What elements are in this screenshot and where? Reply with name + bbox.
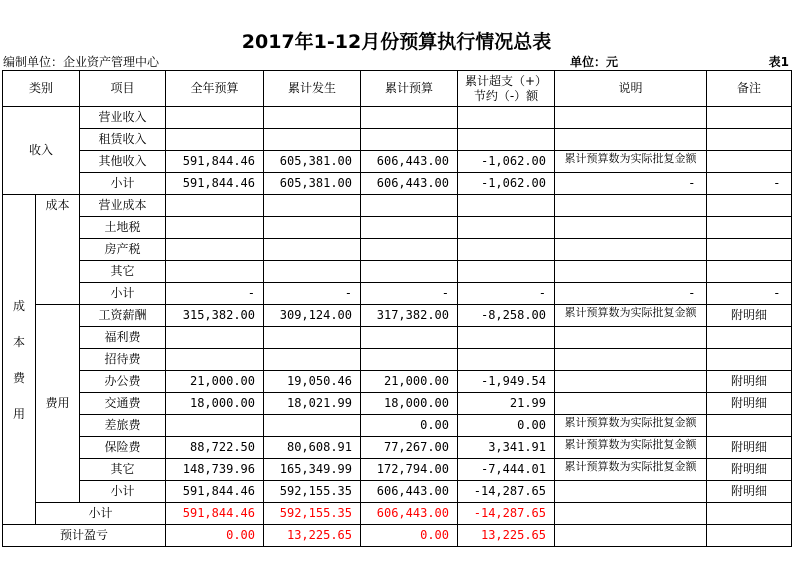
cell-diff: -8,258.00: [458, 305, 555, 327]
cell-diff: -1,949.54: [458, 371, 555, 393]
cell-cumulative: 18,000.00: [361, 393, 458, 415]
cell-cumulative: 0.00: [361, 415, 458, 437]
cost-total-label: 小计: [36, 503, 166, 525]
table-row: [3, 481, 792, 503]
header-diff-line1: 累计超支（+）: [464, 73, 548, 88]
cell-cumulative: -: [361, 283, 458, 305]
table-row: [3, 283, 792, 305]
cell-remark: [707, 327, 792, 349]
table-row: [3, 371, 792, 393]
cell-actual: 605,381.00: [264, 173, 361, 195]
cell-note: [555, 371, 707, 393]
cell-annual: [166, 349, 264, 371]
cell-cumulative: 0.00: [361, 525, 458, 547]
cell-actual: 605,381.00: [264, 151, 361, 173]
cell-note: -: [555, 283, 707, 305]
cell-diff: -14,287.65: [458, 503, 555, 525]
cell-remark: [707, 525, 792, 547]
group-income: 收入: [3, 107, 80, 195]
row-item: 租赁收入: [80, 129, 166, 151]
row-item: 福利费: [80, 327, 166, 349]
table-row: [3, 415, 792, 437]
table-row: [3, 173, 792, 195]
group-expense: 费用: [36, 305, 80, 503]
cell-diff: [458, 327, 555, 349]
header-remark: 备注: [707, 71, 792, 107]
cell-annual: [166, 195, 264, 217]
row-item: 工资薪酬: [80, 305, 166, 327]
cell-annual: 591,844.46: [166, 173, 264, 195]
cell-annual: 148,739.96: [166, 459, 264, 481]
cell-note: [555, 239, 707, 261]
profit-label: 预计盈亏: [3, 525, 166, 547]
row-item: 保险费: [80, 437, 166, 459]
cell-annual: [166, 239, 264, 261]
cell-actual: [264, 239, 361, 261]
cell-note: [555, 525, 707, 547]
cell-note: [555, 393, 707, 415]
cell-remark: 附明细: [707, 305, 792, 327]
cell-diff: [458, 217, 555, 239]
cell-actual: 19,050.46: [264, 371, 361, 393]
group-cost-expense-char: 费: [12, 370, 25, 385]
cell-actual: 18,021.99: [264, 393, 361, 415]
cell-remark: [707, 129, 792, 151]
row-item: 营业收入: [80, 107, 166, 129]
group-cost-expense-char: 成: [12, 298, 25, 313]
table-row: [3, 217, 792, 239]
row-item: 小计: [80, 481, 166, 503]
row-item: 招待费: [80, 349, 166, 371]
cell-diff: 13,225.65: [458, 525, 555, 547]
cell-actual: 80,608.91: [264, 437, 361, 459]
cell-annual: 591,844.46: [166, 503, 264, 525]
header-annual: 全年预算: [166, 71, 264, 107]
cell-note: [555, 261, 707, 283]
cell-cumulative: [361, 239, 458, 261]
cell-diff: 0.00: [458, 415, 555, 437]
cell-remark: 附明细: [707, 437, 792, 459]
cell-note: 累计预算数为实际批复金额: [555, 437, 707, 459]
table-row: [3, 459, 792, 481]
cell-cumulative: [361, 107, 458, 129]
cell-remark: 附明细: [707, 459, 792, 481]
cell-cumulative: 21,000.00: [361, 371, 458, 393]
cell-annual: [166, 415, 264, 437]
cell-remark: [707, 239, 792, 261]
cell-annual: 88,722.50: [166, 437, 264, 459]
header-diff: [458, 71, 555, 107]
cell-remark: [707, 151, 792, 173]
cell-actual: 592,155.35: [264, 481, 361, 503]
cell-actual: 165,349.99: [264, 459, 361, 481]
cell-diff: -7,444.01: [458, 459, 555, 481]
cell-remark: [707, 261, 792, 283]
cell-remark: 附明细: [707, 481, 792, 503]
cell-remark: 附明细: [707, 371, 792, 393]
cell-note: [555, 195, 707, 217]
cell-annual: 315,382.00: [166, 305, 264, 327]
cell-remark: 附明细: [707, 393, 792, 415]
group-cost-expense-char: 本: [12, 334, 25, 349]
cell-note: 累计预算数为实际批复金额: [555, 305, 707, 327]
table-row: [3, 393, 792, 415]
table-row: [3, 261, 792, 283]
cell-diff: [458, 195, 555, 217]
cell-note: [555, 349, 707, 371]
cell-actual: 309,124.00: [264, 305, 361, 327]
cell-cumulative: 606,443.00: [361, 173, 458, 195]
cell-note: [555, 217, 707, 239]
row-item: 其它: [80, 261, 166, 283]
cell-diff: -: [458, 283, 555, 305]
table-row: [3, 437, 792, 459]
header-diff-line2: 节约（-）额: [473, 88, 539, 103]
cell-diff: -1,062.00: [458, 173, 555, 195]
cell-cumulative: [361, 261, 458, 283]
cell-annual: 591,844.46: [166, 151, 264, 173]
cell-annual: [166, 327, 264, 349]
cell-diff: -14,287.65: [458, 481, 555, 503]
cell-note: [555, 327, 707, 349]
cell-note: [555, 129, 707, 151]
cell-remark: [707, 349, 792, 371]
row-item: 交通费: [80, 393, 166, 415]
org-label: 编制单位：企业资产管理中心: [3, 55, 160, 69]
table-row: [3, 129, 792, 151]
cell-annual: [166, 107, 264, 129]
table-row: [3, 305, 792, 327]
cell-cumulative: [361, 349, 458, 371]
row-item: 土地税: [80, 217, 166, 239]
cell-cumulative: 606,443.00: [361, 151, 458, 173]
cell-diff: 21.99: [458, 393, 555, 415]
table-row: [3, 327, 792, 349]
cell-annual: 21,000.00: [166, 371, 264, 393]
cell-remark: -: [707, 173, 792, 195]
cell-actual: [264, 129, 361, 151]
table-row: [3, 107, 792, 129]
cell-actual: 13,225.65: [264, 525, 361, 547]
row-item: 房产税: [80, 239, 166, 261]
row-item: 营业成本: [80, 195, 166, 217]
header-item: 项目: [80, 71, 166, 107]
cell-remark: [707, 107, 792, 129]
cell-diff: [458, 239, 555, 261]
cell-annual: -: [166, 283, 264, 305]
group-cost-expense-char: 用: [12, 406, 25, 421]
page-title: 2017年1-12月份预算执行情况总表: [241, 31, 552, 53]
cell-annual: 18,000.00: [166, 393, 264, 415]
cell-remark: [707, 195, 792, 217]
cell-actual: [264, 261, 361, 283]
table-row: [3, 239, 792, 261]
cell-actual: [264, 415, 361, 437]
cell-actual: [264, 195, 361, 217]
table-number: 表1: [768, 55, 789, 69]
cell-cumulative: 606,443.00: [361, 481, 458, 503]
group-cost: 成本: [36, 195, 80, 305]
table-row: [3, 349, 792, 371]
cell-annual: [166, 261, 264, 283]
row-item: 其它: [80, 459, 166, 481]
header-note: 说明: [555, 71, 707, 107]
cell-note: 累计预算数为实际批复金额: [555, 459, 707, 481]
header-cumulative: 累计预算: [361, 71, 458, 107]
cell-remark: [707, 415, 792, 437]
budget-table: [2, 70, 792, 547]
cell-annual: [166, 129, 264, 151]
cell-actual: [264, 327, 361, 349]
cell-actual: [264, 107, 361, 129]
cell-annual: 0.00: [166, 525, 264, 547]
cell-diff: 3,341.91: [458, 437, 555, 459]
cell-note: -: [555, 173, 707, 195]
row-item: 办公费: [80, 371, 166, 393]
cell-actual: [264, 217, 361, 239]
header-actual: 累计发生: [264, 71, 361, 107]
group-cost-expense: [3, 195, 36, 525]
unit-label: 单位：元: [570, 55, 619, 69]
cell-diff: [458, 107, 555, 129]
cell-annual: 591,844.46: [166, 481, 264, 503]
cell-cumulative: 172,794.00: [361, 459, 458, 481]
table-row-cost-total: [3, 503, 792, 525]
cell-actual: -: [264, 283, 361, 305]
cell-cumulative: [361, 195, 458, 217]
table-row: [3, 195, 792, 217]
cell-cumulative: 77,267.00: [361, 437, 458, 459]
table-row: [3, 151, 792, 173]
row-item: 其他收入: [80, 151, 166, 173]
cell-actual: 592,155.35: [264, 503, 361, 525]
cell-note: [555, 503, 707, 525]
cell-diff: -1,062.00: [458, 151, 555, 173]
row-item: 小计: [80, 283, 166, 305]
cell-annual: [166, 217, 264, 239]
row-item: 小计: [80, 173, 166, 195]
cell-actual: [264, 349, 361, 371]
cell-cumulative: [361, 327, 458, 349]
cell-note: 累计预算数为实际批复金额: [555, 151, 707, 173]
row-item: 差旅费: [80, 415, 166, 437]
cell-note: 累计预算数为实际批复金额: [555, 415, 707, 437]
cell-note: [555, 107, 707, 129]
cell-remark: [707, 217, 792, 239]
table-row-profit: [3, 525, 792, 547]
header-row: [3, 71, 792, 107]
cell-diff: [458, 261, 555, 283]
cell-cumulative: 317,382.00: [361, 305, 458, 327]
header-category: 类别: [3, 71, 80, 107]
cell-cumulative: 606,443.00: [361, 503, 458, 525]
cell-cumulative: [361, 217, 458, 239]
cell-diff: [458, 349, 555, 371]
cell-remark: [707, 503, 792, 525]
cell-diff: [458, 129, 555, 151]
cell-note: [555, 481, 707, 503]
cell-cumulative: [361, 129, 458, 151]
cell-remark: -: [707, 283, 792, 305]
